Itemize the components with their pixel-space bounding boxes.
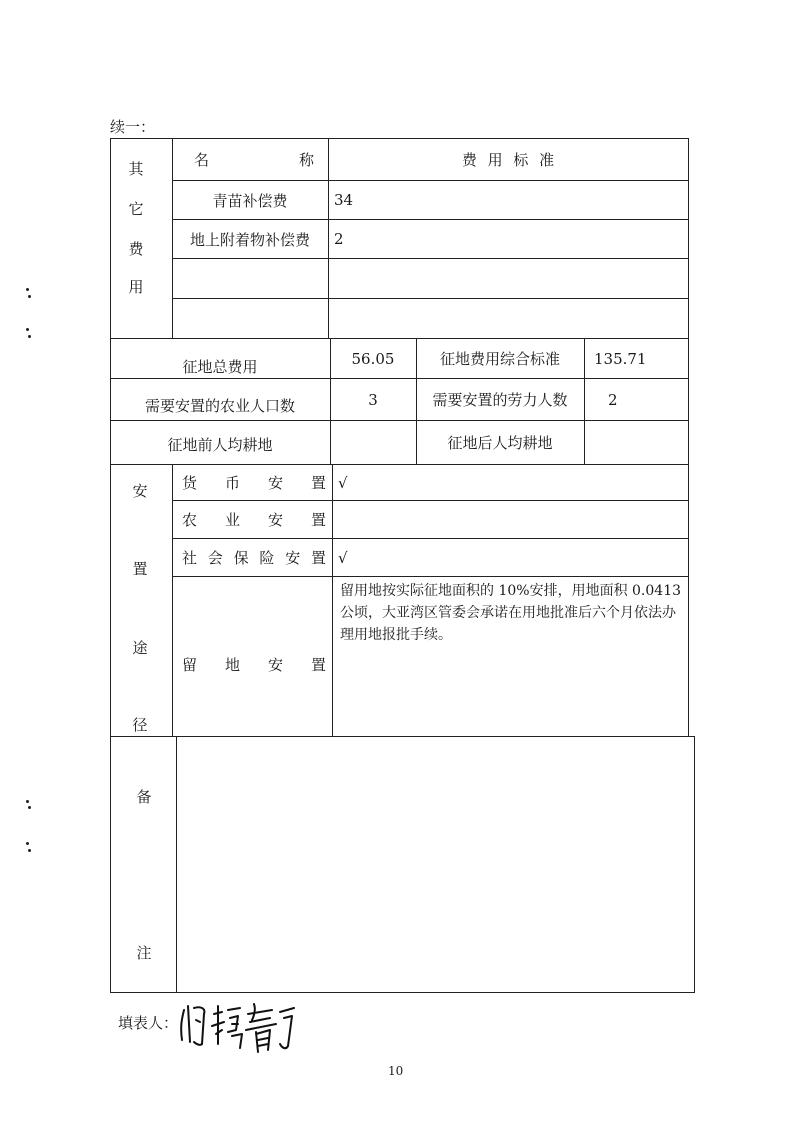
scan-mark xyxy=(28,849,31,852)
composite-standard-value: 135.71 xyxy=(594,349,647,368)
scan-mark xyxy=(28,806,31,809)
continuation-heading: 续一： xyxy=(110,118,156,136)
resettlement-item-agricultural: 农 业 安 置 xyxy=(182,511,326,529)
labor-count-value: 2 xyxy=(608,390,618,409)
scan-mark xyxy=(28,295,31,298)
resettlement-label-char: 径 xyxy=(132,716,148,734)
resettlement-label-char: 置 xyxy=(132,560,148,578)
before-land-value xyxy=(330,421,416,464)
other-fees-label-char: 费 xyxy=(128,240,144,258)
resettlement-label-char: 途 xyxy=(132,639,148,657)
after-land-label: 征地后人均耕地 xyxy=(447,434,553,452)
scan-mark xyxy=(26,288,29,291)
resettlement-item-social-insurance: 社 会 保 险 安 置 xyxy=(182,549,326,567)
composite-standard-label: 征地费用综合标准 xyxy=(439,350,560,368)
before-land-label: 征地前人均耕地 xyxy=(167,435,273,454)
reserved-land-note: 留用地按实际征地面积的 10%安排，用地面积 0.0413 公顷，大亚湾区管委会承诺在用地批准后六个月依法办理用地报批手续。 xyxy=(340,583,682,643)
resettlement-value-monetary: √ xyxy=(338,473,348,492)
fee-name-cell xyxy=(172,299,328,338)
labor-count-label: 需要安置的劳力人数 xyxy=(432,391,568,409)
scan-mark xyxy=(28,335,31,338)
resettlement-label-char: 安 xyxy=(132,482,148,500)
fee-value-cell xyxy=(328,299,688,338)
name-column-header: 名 称 xyxy=(194,151,314,169)
scan-mark xyxy=(26,328,29,331)
other-fees-label-char: 用 xyxy=(128,278,144,296)
filler-label: 填表人： xyxy=(118,1014,179,1032)
after-land-value xyxy=(584,421,688,464)
page-number: 10 xyxy=(388,1064,404,1078)
signature-image xyxy=(176,996,302,1056)
remarks-content xyxy=(176,737,694,992)
scan-mark xyxy=(26,842,29,845)
resettlement-item-reserved-land: 留 地 安 置 xyxy=(182,655,326,674)
fee-name-cell xyxy=(172,259,328,298)
total-fee-label: 征地总费用 xyxy=(182,357,258,376)
resettlement-value-social-insurance: √ xyxy=(338,548,348,567)
fee-value-cell: 34 xyxy=(334,191,354,209)
fee-name-cell: 青苗补偿费 xyxy=(212,191,288,210)
scan-mark xyxy=(26,800,29,803)
agri-population-value: 3 xyxy=(368,390,378,409)
fee-value-cell xyxy=(328,259,688,298)
remarks-label-char: 注 xyxy=(136,944,152,962)
total-fee-value: 56.05 xyxy=(351,349,395,368)
fee-value-cell: 2 xyxy=(334,230,344,248)
fee-name-cell: 地上附着物补偿费 xyxy=(189,230,310,249)
other-fees-label-char: 它 xyxy=(128,200,144,218)
resettlement-item-monetary: 货 币 安 置 xyxy=(182,474,326,492)
remarks-label-char: 备 xyxy=(136,788,152,806)
other-fees-label-char: 其 xyxy=(128,160,144,178)
standard-column-header: 费 用 标 准 xyxy=(461,151,555,169)
agri-population-label: 需要安置的农业人口数 xyxy=(144,396,295,415)
resettlement-value-agricultural xyxy=(332,501,688,538)
